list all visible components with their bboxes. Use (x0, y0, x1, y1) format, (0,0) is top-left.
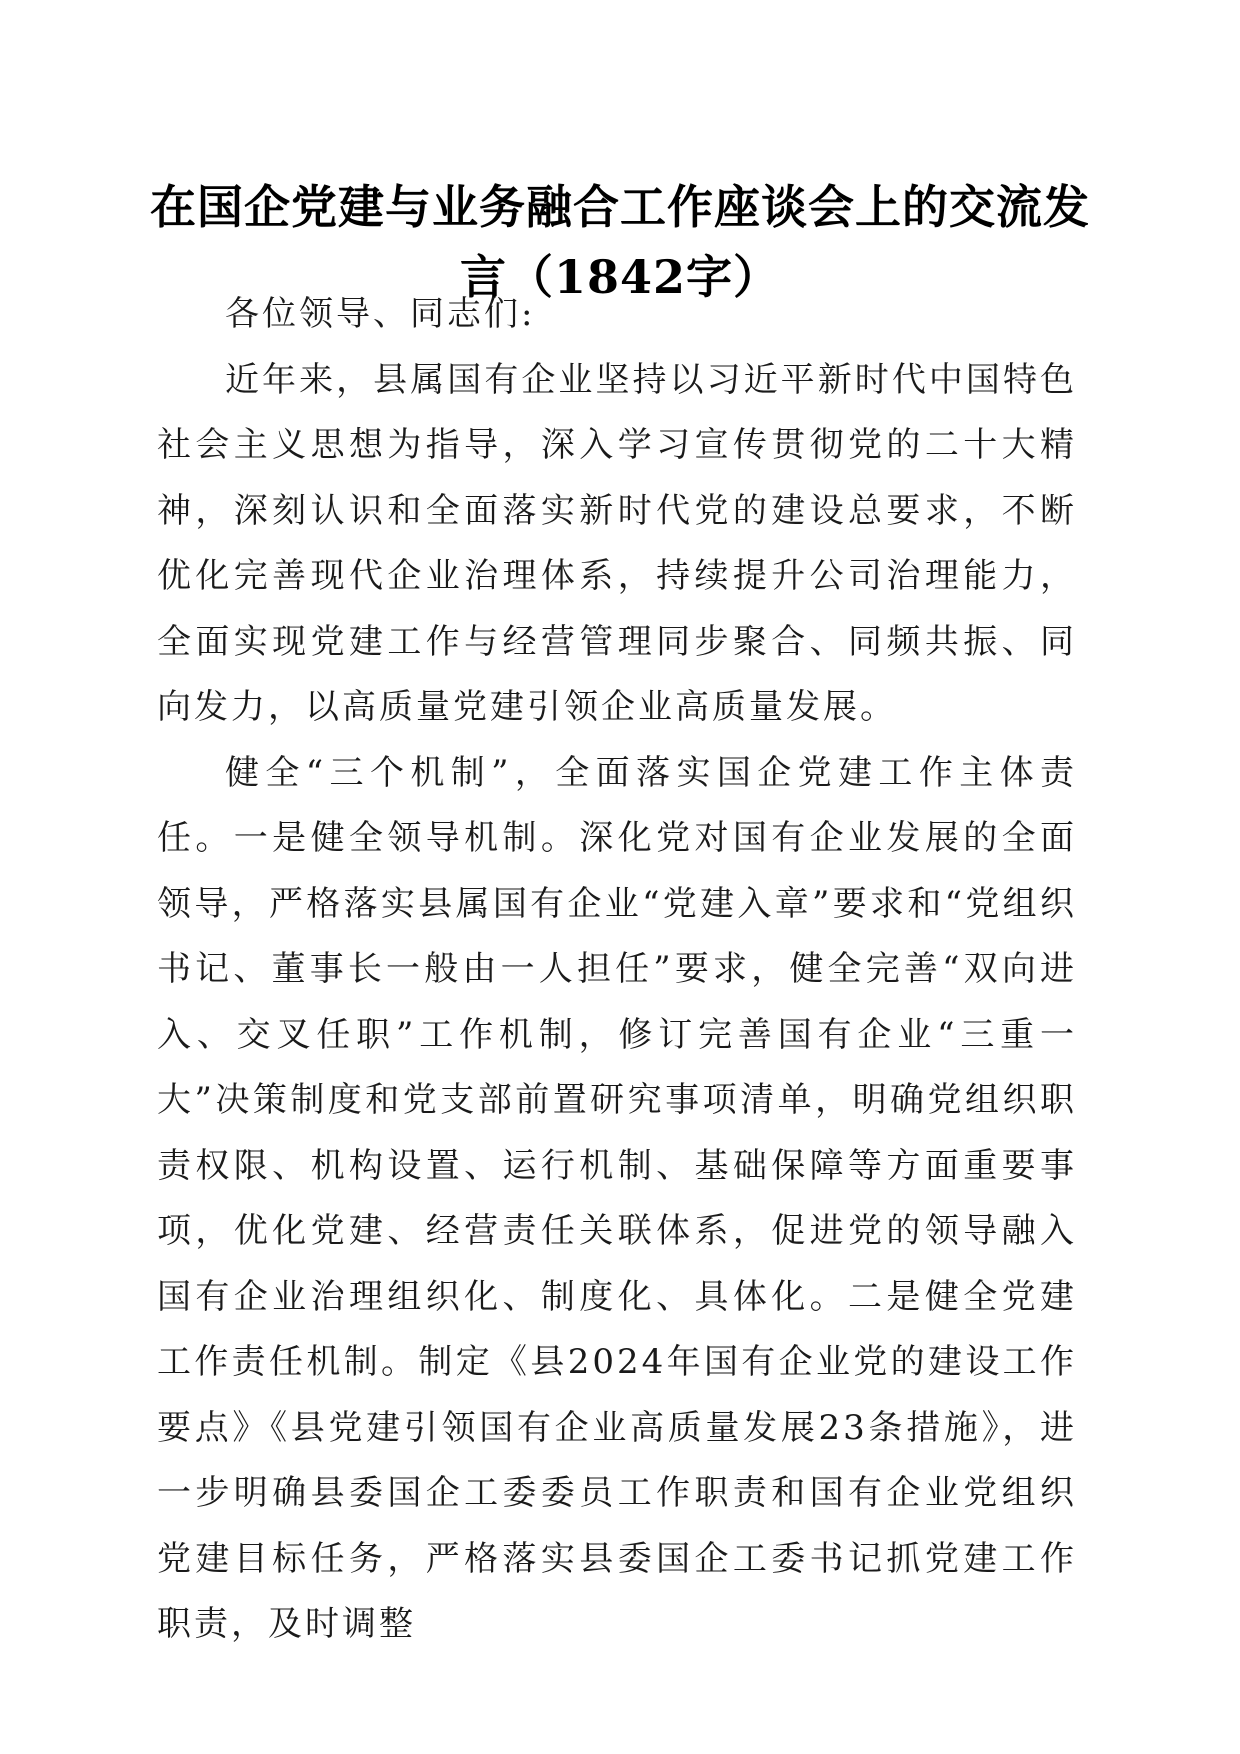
salutation-paragraph: 各位领导、同志们: (225, 294, 536, 334)
document-title: 在国企党建与业务融合工作座谈会上的交流发言（1842字） (150, 180, 1090, 304)
intro-paragraph: 近年来，县属国有企业坚持以习近平新时代中国特色社会主义思想为指导，深入学习宣传贯彻党的二十大精神，深刻认识和全面落实新时代党的建设总要求，不断优化完善现代企业治理体系，持续提升公司治理能力，全面实现党建工作与经营管理同步聚合、同频共振、同向发力，以高质量党建引领企业高质量发展。 (157, 359, 1077, 727)
document-body (157, 282, 1077, 1658)
mechanisms-paragraph: 健全“三个机制”，全面落实国企党建工作主体责任。一是健全领导机制。深化党对国有企业发展的全面领导，严格落实县属国有企业“党建入章”要求和“党组织书记、董事长一般由一人担任”要求，健全完善“双向进入、交叉任职”工作机制，修订完善国有企业“三重一大”决策制度和党支部前置研究事项清单，明确党组织职责权限、机构设置、运行机制、基础保障等方面重要事项，优化党建、经营责任关联体系，促进党的领导融入国有企业治理组织化、制度化、具体化。二是健全党建工作责任机制。制定《县2024年国有企业党的建设工作要点》《县党建引领国有企业高质量发展23条措施》，进一步明确县委国企工委委员工作职责和国有企业党组织党建目标任务，严格落实县委国企工委书记抓党建工作职责，及时调整 (157, 752, 1077, 1644)
